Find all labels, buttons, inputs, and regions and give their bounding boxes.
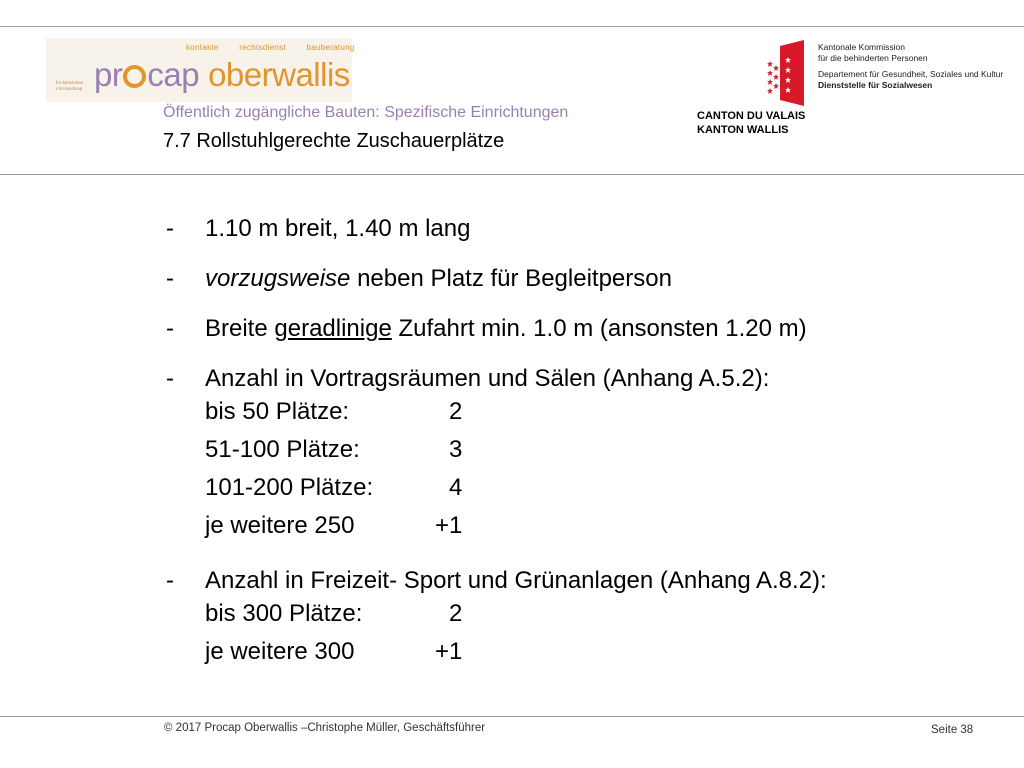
header-divider	[0, 174, 1024, 175]
commission-text: Kantonale Kommission für die behinderten Personen Departement für Gesundheit, Soziales und Kultur Dienststelle für Sozialwesen	[818, 42, 1004, 90]
bullet-access-width: - Breite geradlinige Zufahrt min. 1.0 m (ansonsten 1.20 m)	[166, 312, 986, 345]
top-divider	[0, 26, 1024, 27]
canton-stars	[767, 61, 779, 94]
procap-oberwallis-logo	[46, 38, 355, 102]
bullet-dash: -	[166, 365, 174, 392]
logo-side-text: für Menschen mit Handicap	[56, 80, 84, 91]
footer-copyright: © 2017 Procap Oberwallis –Christophe Müller, Geschäftsführer	[164, 722, 486, 734]
bullet-heading: Anzahl in Freizeit- Sport und Grünanlagen (Anhang A.8.2):	[205, 567, 827, 594]
bullet-dash: -	[166, 215, 174, 242]
canton-valais-flag-icon	[766, 40, 804, 106]
underlined-text: geradlinige	[274, 315, 392, 342]
bullet-dimensions: - 1.10 m breit, 1.40 m lang	[166, 212, 986, 245]
page-number: Seite 38	[931, 724, 974, 736]
logo-tagline: kontakte	[186, 43, 219, 52]
bullet-lecture-halls	[166, 362, 986, 547]
logo-word-pro: pr	[94, 56, 123, 93]
bullet-dash: -	[166, 567, 174, 594]
bullet-heading: Anzahl in Vortragsräumen und Sälen (Anhang A.5.2):	[205, 365, 770, 392]
bullet-companion-seat: - vorzugsweise neben Platz für Begleitperson	[166, 262, 986, 295]
logo-word-cap: cap	[147, 56, 200, 93]
capacity-row: je weitere 250 +1	[205, 512, 463, 539]
emphasis-text: vorzugsweise	[205, 265, 351, 292]
logo-tagline: rechtsdienst	[239, 43, 286, 52]
section-subtitle: Öffentlich zugängliche Bauten: Spezifische Einrichtungen	[163, 104, 569, 121]
capacity-row: je weitere 300 +1	[205, 638, 463, 665]
page-title: 7.7 Rollstuhlgerechte Zuschauerplätze	[163, 130, 505, 152]
canton-name: CANTON DU VALAIS KANTON WALLIS	[697, 110, 806, 136]
bullet-dash: -	[166, 265, 174, 292]
logo-ring-icon	[123, 65, 146, 88]
bullet-list	[166, 212, 986, 690]
capacity-row: bis 300 Plätze: 2	[205, 600, 463, 627]
logo-taglines	[186, 43, 373, 52]
logo-wordmark	[94, 56, 350, 94]
bullet-dash: -	[166, 315, 174, 342]
capacity-row: 101-200 Plätze: 4	[205, 474, 463, 501]
capacity-row: bis 50 Plätze: 2	[205, 398, 463, 425]
footer-divider	[0, 716, 1024, 717]
logo-word-region: oberwallis	[208, 56, 350, 93]
bullet-leisure-sport	[166, 564, 986, 673]
logo-tagline: bauberatung	[306, 43, 355, 52]
capacity-row: 51-100 Plätze: 3	[205, 436, 463, 463]
